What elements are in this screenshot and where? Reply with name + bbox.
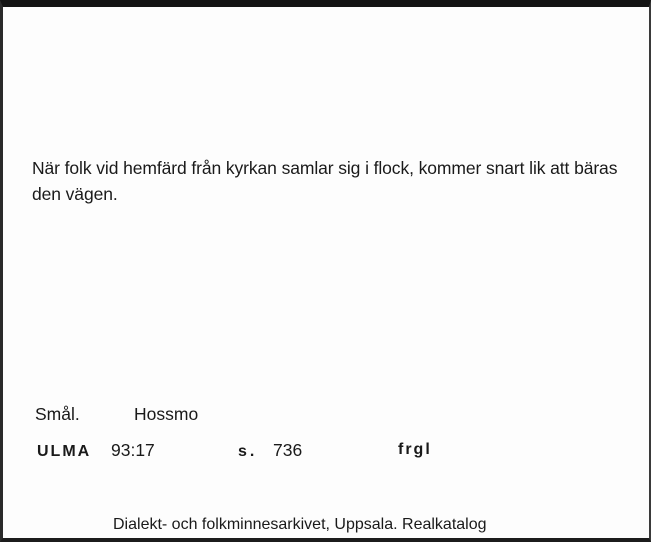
archive-code: ULMA (37, 443, 92, 460)
category-code: frgl (398, 441, 432, 458)
page-number: 736 (273, 440, 303, 460)
page-label: s. (238, 443, 258, 460)
archive-number: 93:17 (111, 440, 155, 460)
footer-institution: Dialekt- och folkminnesarkivet, Uppsala. Realkatalog (113, 516, 487, 533)
record-text: När folk vid hemfärd från kyrkan samlar sig i flock, kommer snart lik att bäras den vägen. (32, 158, 618, 204)
region-label: Smål. (35, 404, 80, 424)
place-name: Hossmo (134, 404, 199, 424)
